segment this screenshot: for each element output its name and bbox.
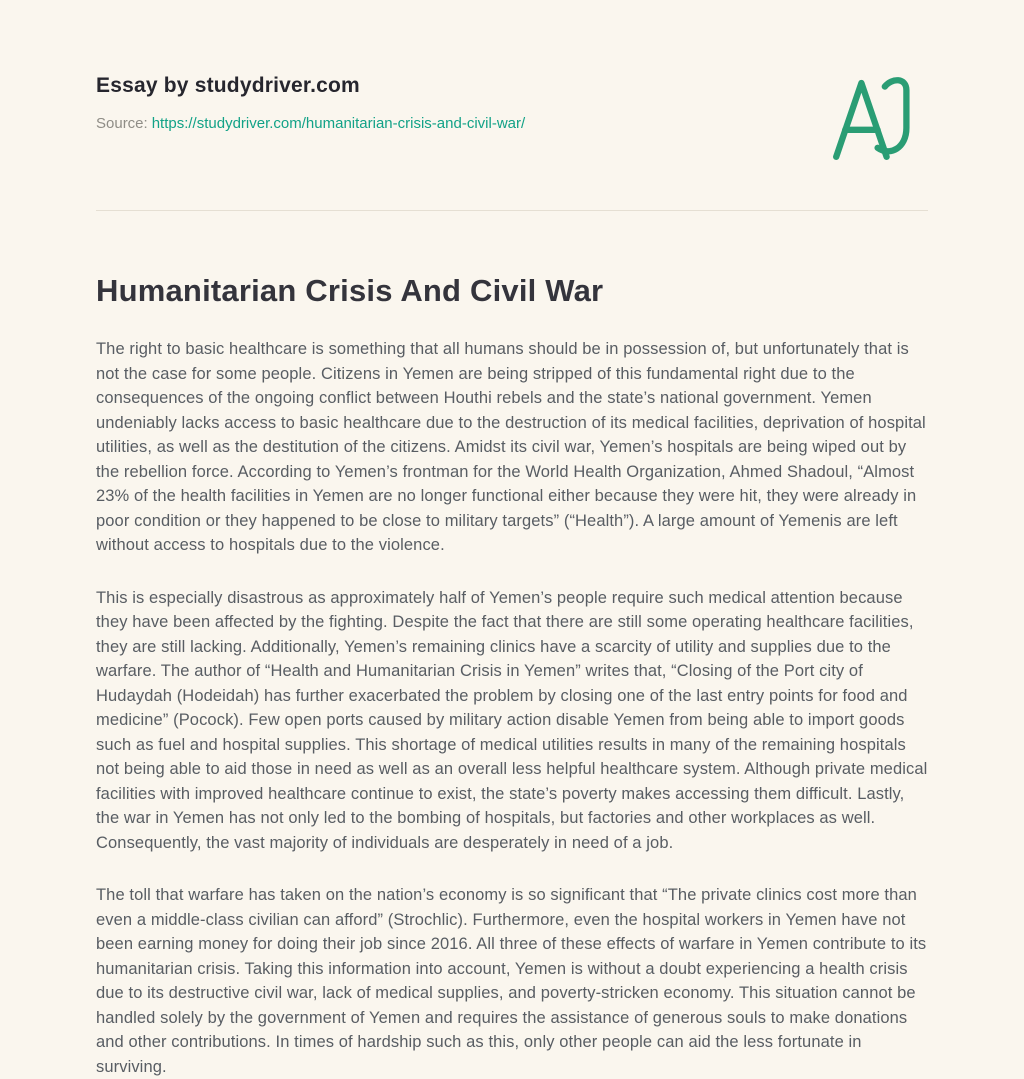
essay-paragraph-1: The right to basic healthcare is something that all humans should be in possession of, but unfortunately that is not the case for some people. Citizens in Yemen are being stripped of this fundamental right due to the consequences of the ongoing conflict between Houthi rebels and the state’s national government. Yemen undeniably lacks access to basic healthcare due to the destruction of its medical facilities, deprivation of hospital utilities, as well as the destitution of the citizens. Amidst its civil war, Yemen’s hospitals are being wiped out by the rebellion force. According to Yemen’s frontman for the World Health Organization, Ahmed Shadoul, “Almost 23% of the health facilities in Yemen are no longer functional either because they were hit, they were already in poor condition or they happened to be close to military targets” (“Health”). A large amount of Yemenis are left without access to hospitals due to the violence. bbox=[96, 340, 926, 554]
essay-paragraph-2: This is especially disastrous as approximately half of Yemen’s people require such medical attention because they have been affected by the fighting. Despite the fact that there are still some operating healthcare facilities, they are still lacking. Additionally, Yemen’s remaining clinics have a scarcity of utility and supplies due to the warfare. The author of “Health and Humanitarian Crisis in Yemen” writes that, “Closing of the Port city of Hudaydah (Hodeidah) has further exacerbated the problem by closing one of the last entry points for food and medicine” (Pocock). Few open ports caused by military action disable Yemen from being able to import goods such as fuel and hospital supplies. This shortage of medical utilities results in many of the remaining hospitals not being able to aid those in need as well as an overall less helpful healthcare system. Although private medical facilities with improved healthcare continue to exist, the state’s poverty makes accessing them difficult. Lastly, the war in Yemen has not only led to the bombing of hospitals, but factories and other workplaces as well. Consequently, the vast majority of individuals are desperately in need of a job. bbox=[96, 588, 928, 852]
header-text-block bbox=[96, 74, 525, 132]
page-header bbox=[96, 74, 928, 164]
source-label: Source: bbox=[96, 115, 148, 132]
essay-paragraph-3: The toll that warfare has taken on the nation’s economy is so significant that “The private clinics cost more than even a middle-class civilian can afford” (Strochlic). Furthermore, even the hospital workers in Yemen have not been earning money for doing their job since 2016. All three of these effects of warfare in Yemen contribute to its humanitarian crisis. Taking this information into account, Yemen is without a doubt experiencing a health crisis due to its destructive civil war, lack of medical supplies, and poverty-stricken economy. This situation cannot be handled solely by the government of Yemen and requires the assistance of generous souls to make donations and other contributions. In times of hardship such as this, only other people can aid the less fortunate in surviving. bbox=[96, 886, 927, 1076]
studydriver-logo-icon bbox=[828, 74, 920, 164]
source-line bbox=[96, 115, 525, 132]
source-url-link[interactable]: https://studydriver.com/humanitarian-crisis-and-civil-war/ bbox=[151, 115, 526, 132]
header-divider bbox=[96, 210, 928, 211]
byline: Essay by studydriver.com bbox=[96, 74, 360, 97]
essay-content bbox=[96, 273, 928, 1079]
essay-title: Humanitarian Crisis And Civil War bbox=[96, 273, 604, 308]
